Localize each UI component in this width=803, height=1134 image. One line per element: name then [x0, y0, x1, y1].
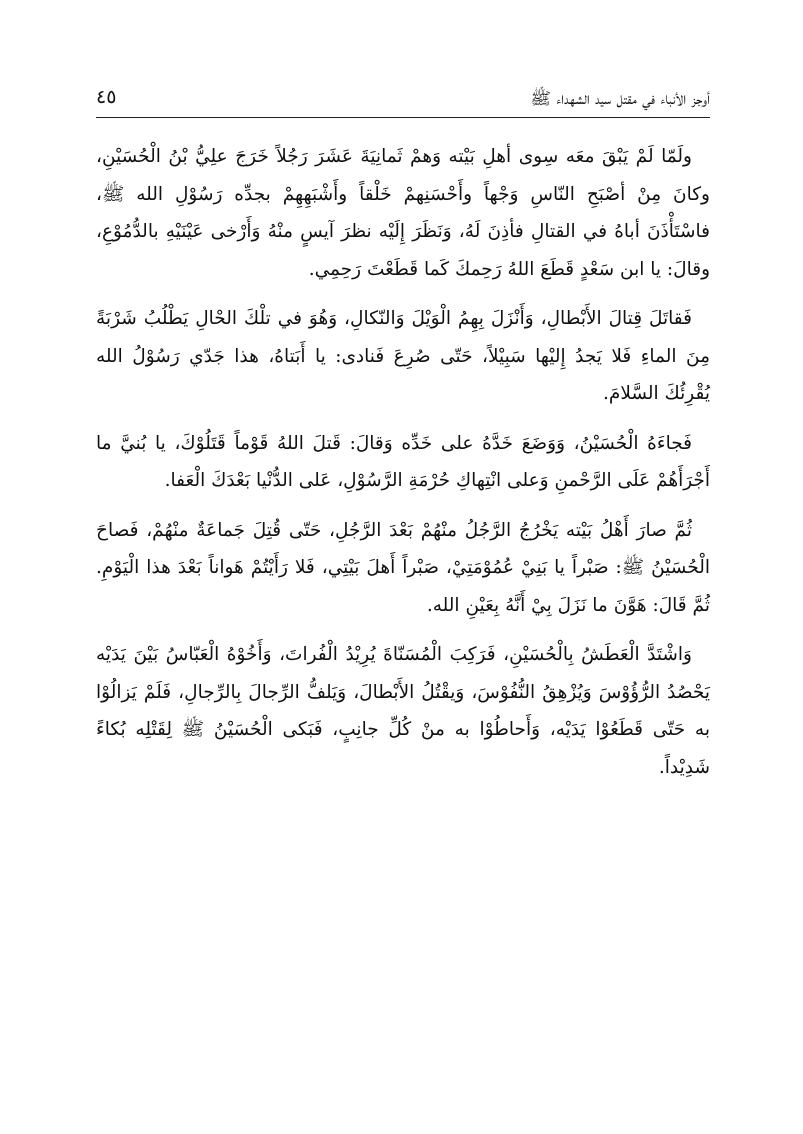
paragraph-gap — [96, 500, 710, 512]
paragraph-4: ثُمَّ صارَ أَهْلُ بَيْته يَخْرُجُ الرَّجُلُ منْهُمْ بَعْدَ الرَّجُلِ، حَتّى قُتِلَ جَماعَةٌ منْهُمْ، فَصاحَ الْحُسَيْنُ ﷺ: صَبْراً يا بَنِيْ عُمُوْمَتِيْ، صَبْراً أَهلَ بَيْتِي، فَلا رَأَيْتُمْ هَواناً بَعْدَ هذا الْيَوْمِ. ثُمَّ قَالَ: هَوَّنَ ما نَزَلَ بِيْ أَنَّهُ بِعَيْنِ الله. — [96, 519, 710, 616]
paragraph-3: فَجاءَهُ الْحُسَيْنُ، وَوَضَعَ خَدَّهُ على خَدِّه وَقالَ: قَتلَ اللهُ قَوْماً قَتَلُوْكَ، يا بُنيَّ ما أَجْرَأَهُمْ عَلَى الرَّحْمنِ وَعلى انْتِهاكِ حُرْمَةِ الرَّسُوْلِ، عَلى الدُّنْيا بَعْدَكَ الْعَفا. — [96, 432, 710, 491]
running-title: أوجز الأنباء في مقتل سيد الشهداء ﷺ — [530, 89, 710, 109]
paragraph-2: فَقاتَلَ قِتالَ الأَبْطالِ، وَأَنْزَلَ بِهِمُ الْوَيْلَ وَالنّكالِ، وَهُوَ في تلْكَ الحْالِ يَطْلُبُ شَرْبَةً مِنَ الماءِ فَلا يَجدُ إِليْها سَبِيْلاً، حَتّى صُرِعَ فَنادى: يا أَبَتاهُ، هذا جَدّي رَسُوْلُ الله يُقْرِئُكَ السَّلامَ. — [96, 308, 710, 404]
page-number: ٤٥ — [96, 86, 117, 108]
paragraph-1: ولَمّا لَمْ يَبْقَ معَه سِوى أهلِ بَيْته وَهمْ ثَمانِيَةَ عَشَرَ رَجُلاً خَرَجَ علِيُّ بْنُ الْحُسَيْنِ، وكانَ مِنْ أصْبَحِ النّاسِ وَجْهاً وأَحْسَنِهمْ خَلْقاً وأَشْبَهِهِمْ بجدِّه رَسُوْلِ الله ﷺ، فاسْتَأْذَنَ أباهُ في القتالِ فأذِنَ لَهُ، وَنَظَرَ إِلَيْه نظرَ آيسٍ منْهُ وَأَرْخى عَيْنَيْهِ بالدُّمُوْعِ، وقالَ: يا ابن سَعْدٍ قَطَعَ اللهُ رَحِمكَ كَما قَطَعْتَ رَحِمِي. — [96, 146, 710, 280]
paragraph-5: وَاشْتَدَّ الْعَطَشُ بِالْحُسَيْنِ، فَرَكِبَ الْمُسَنّاةَ يُرِيْدُ الْفُراتَ، وَأَخُوْهُ الْعَبّاسُ بَيْنَ يَدَيْه يَحْصُدُ الرُّؤُوْسَ وَيُزْهِقُ النُّفُوْسَ، وَيقْتُلُ الأَبْطالَ، وَيَلفُّ الرِّجالَ بِالرِّجالِ، فَلَمْ يَزالُوْا به حَتّى قَطَعُوْا يَدَيْه، وَأَحاطُوْا به منْ كُلِّ جانِبٍ، فَبَكى الْحُسَيْنُ ﷺ لِقَتْلِه بُكاءً شَدِيْداً. — [96, 644, 710, 778]
paragraph-gap — [96, 413, 710, 425]
header-rule — [96, 117, 710, 118]
paragraph-gap — [96, 624, 710, 636]
page-header — [96, 84, 710, 124]
paragraph-gap — [96, 288, 710, 300]
page-body — [96, 138, 710, 786]
